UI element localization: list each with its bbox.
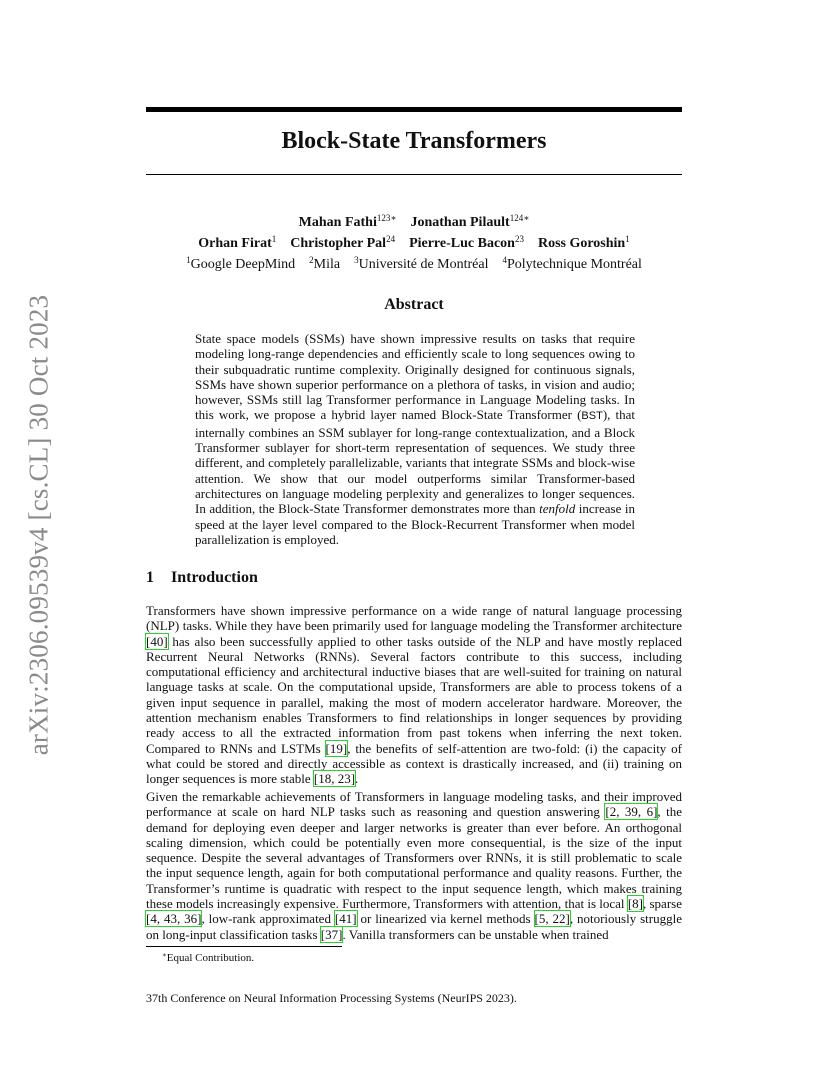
author-name: Mahan Fathi: [298, 215, 377, 230]
section-number: 1: [146, 569, 154, 586]
author-affil-mark: 24: [386, 234, 396, 244]
author-row-2: [146, 231, 682, 252]
title-top-rule: [146, 107, 682, 112]
footnote-mark: ∗: [162, 951, 167, 959]
emphasis: tenfold: [539, 501, 576, 517]
affiliation: Université de Montréal: [358, 257, 489, 272]
affil-mark: 3: [354, 255, 359, 265]
footnote-rule: [146, 946, 342, 947]
author-name: Jonathan Pilault: [410, 215, 510, 230]
affiliation-row: [146, 252, 682, 273]
affil-mark: 2: [309, 255, 314, 265]
affiliation: Mila: [313, 257, 341, 272]
citation-link[interactable]: [4, 43, 36]: [146, 911, 202, 927]
citation-link[interactable]: [8]: [627, 896, 643, 912]
author-name: Ross Goroshin: [537, 236, 626, 251]
citation-link[interactable]: [37]: [320, 926, 343, 942]
author-affil-mark: 124∗: [509, 213, 530, 223]
author-affil-mark: 23: [514, 234, 524, 244]
author-affil-mark: 1: [625, 234, 630, 244]
arxiv-sidebar-stamp: [16, 290, 62, 760]
citation-link[interactable]: [41]: [334, 911, 357, 927]
affil-mark: 1: [186, 255, 191, 265]
citation-link[interactable]: [2, 39, 6]: [605, 804, 658, 820]
bst-acronym: BST: [581, 410, 603, 423]
citation-link[interactable]: [19]: [325, 740, 348, 756]
citation-link[interactable]: [18, 23]: [313, 771, 356, 787]
venue-line: 37th Conference on Neural Information Processing Systems (NeurIPS 2023).: [146, 991, 517, 1005]
author-affil-mark: 123∗: [376, 213, 397, 223]
intro-paragraph-2: Given the remarkable achievements of Transformers in language modeling tasks, and their improved performance at scale on hard NLP tasks such as reasoning and question answering [2, 39, 6], the demand for deploying even deeper and larger networks is greater than ever before. An orthogonal scaling dimension, which could be potentially even more consequential, is the size of the input sequence. Despite the several advantages of Transformers over RNNs, it is still problematic to scale the input sequence length, again for both computational performance and quality reasons. Further, the Transformer’s runtime is quadratic with respect to the input sequence length, which makes training these models increasingly expensive. Furthermore, Transformers with attention, that is local [8], sparse [4, 43, 36], low-rank approximated [41] or linearized via kernel methods [5, 22], notoriously struggle on long-input classification tasks [37]. Vanilla transformers can be unstable when trained: [146, 789, 683, 942]
abstract-heading: Abstract: [384, 296, 444, 313]
paper-title: Block-State Transformers: [281, 128, 547, 154]
intro-paragraph-1: Transformers have shown impressive performance on a wide range of natural language processing (NLP) tasks. While they have been primarily used for language modeling the Transformer architecture [40] has also been successfully applied to other tasks outside of the NLP and have mostly replaced Recurrent Neural Networks (RNNs). Several factors contribute to this success, including computational efficiency and architectural inductive biases that are well-suited for training on natural language tasks at scale. On the computational upside, Transformers are able to process tokens of a given input sequence in parallel, making the most of modern accelerator hardware. Moreover, the attention mechanism enables Transformers to find relationships in longer sequences by providing ready access to all the extracted information from past tokens when inferring the next token. Compared to RNNs and LSTMs [19], the benefits of self-attention are two-fold: (i) the capacity of what could be stored and directly accessible as context is drastically increased, and (ii) training on longer sequences is more stable [18, 23].: [146, 603, 682, 787]
section-title: Introduction: [171, 569, 258, 586]
title-bottom-rule: [146, 174, 682, 175]
citation-link[interactable]: [40]: [146, 633, 168, 649]
footnote-text: Equal Contribution.: [166, 952, 255, 964]
citation-link[interactable]: [5, 22]: [534, 911, 570, 927]
arxiv-id: arXiv:2306.09539v4 [cs.CL] 30 Oct 2023: [23, 294, 54, 756]
author-block: [146, 210, 682, 273]
footnote: [162, 951, 254, 964]
section-heading: [146, 569, 258, 587]
author-affil-mark: 1: [271, 234, 277, 244]
abstract-text: State space models (SSMs) have shown impressive results on tasks that require modeling long-range dependencies and efficiently scale to long sequences owing to their subquadratic runtime complexity. Originally designed for continuous signals, SSMs have shown superior performance on a plethora of tasks, in vision and audio; however, SSMs still lag Transformer performance in Language Modeling tasks. In this work, we propose a hybrid layer named Block-State Transformer (BST), that internally combines an SSM sublayer for long-range contextualization, and a Block Transformer sublayer for short-term representation of sequences. We study three different, and completely parallelizable, variants that integrate SSMs and block-wise attention. We show that our model outperforms similar Transformer-based architectures on language modeling perplexity and generalizes to longer sequences. In addition, the Block-State Transformer demonstrates more than tenfold increase in speed at the layer level compared to the Block-Recurrent Transformer when model parallelization is employed.: [195, 331, 635, 547]
author-row-1: [146, 210, 682, 231]
affiliation: Polytechnique Montréal: [506, 257, 642, 272]
author-name: Pierre-Luc Bacon: [409, 236, 515, 251]
affil-mark: 4: [502, 255, 507, 265]
author-name: Orhan Firat: [198, 236, 272, 251]
affiliation: Google DeepMind: [190, 257, 296, 272]
author-name: Christopher Pal: [290, 236, 387, 251]
